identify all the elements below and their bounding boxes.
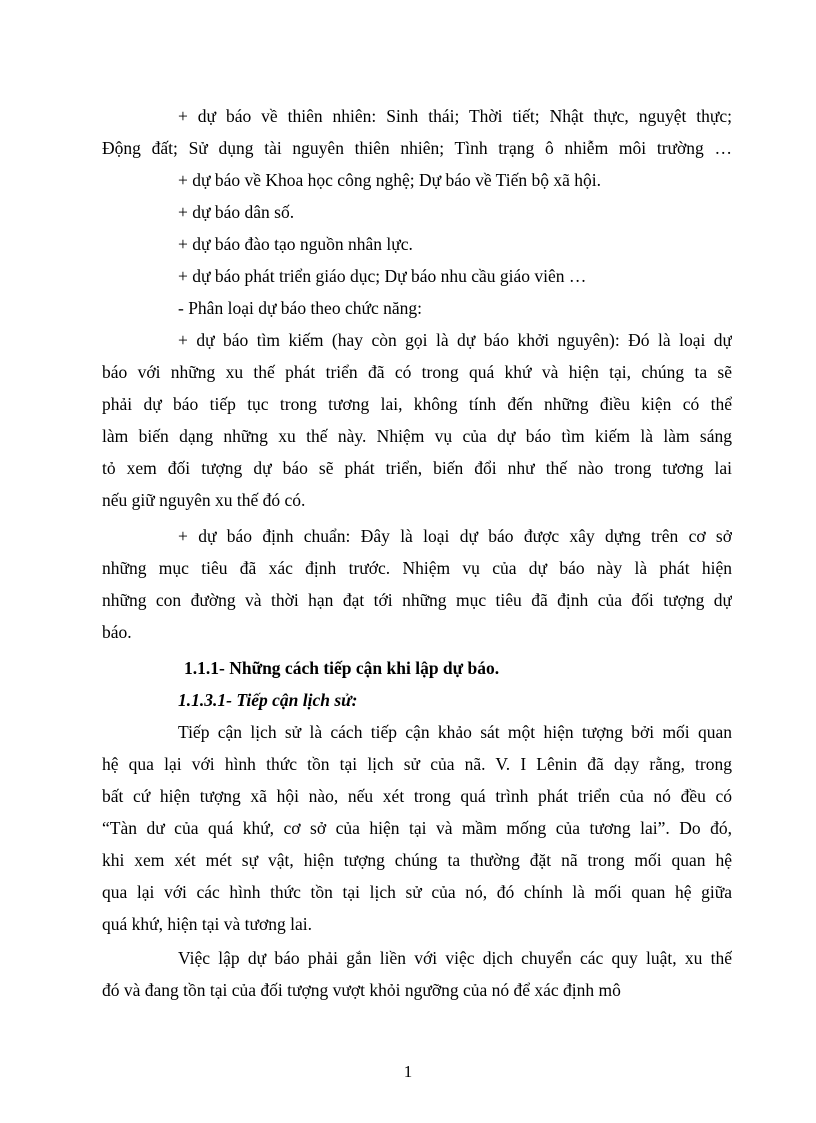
paragraph-line: + dự báo tìm kiếm (hay còn gọi là dự báo khởi nguyên): Đó là loại dự — [178, 330, 732, 350]
paragraph-line: Việc lập dự báo phải gắn liền với việc dịch chuyển các quy luật, xu thế — [178, 948, 732, 968]
paragraph-line: khi xem xét mét sự vật, hiện tượng chúng ta thường đặt nã trong mối quan hệ — [102, 850, 732, 870]
paragraph-line: tỏ xem đối tượng dự báo sẽ phát triển, biến đổi như thế nào trong tương lai — [102, 458, 732, 478]
paragraph-line: hệ qua lại với hình thức tồn tại lịch sử của nã. V. I Lênin đã dạy rằng, trong — [102, 754, 732, 774]
paragraph-line: Động đất; Sử dụng tài nguyên thiên nhiên; Tình trạng ô nhiễm môi trường … — [102, 138, 732, 158]
paragraph-line: + dự báo về thiên nhiên: Sinh thái; Thời tiết; Nhật thực, nguyệt thực; — [178, 106, 732, 126]
paragraph-line: + dự báo về Khoa học công nghệ; Dự báo về Tiến bộ xã hội. — [178, 170, 602, 190]
section-heading-number: 1.1.1- — [184, 658, 225, 678]
section-heading — [102, 652, 814, 684]
paragraph-line: + dự báo phát triển giáo dục; Dự báo nhu cầu giáo viên … — [178, 266, 587, 286]
paragraph-line: những con đường và thời hạn đạt tới những mục tiêu đã định của đối tượng dự — [102, 590, 732, 610]
paragraph-line: quá khứ, hiện tại và tương lai. — [102, 914, 312, 934]
paragraph-line: báo. — [102, 622, 132, 642]
paragraph-line: những mục tiêu đã xác định trước. Nhiệm vụ của dự báo này là phát hiện — [102, 558, 732, 578]
paragraph-line: nếu giữ nguyên xu thế đó có. — [102, 490, 306, 510]
subsection-heading: 1.1.3.1- Tiếp cận lịch sử: — [178, 690, 358, 710]
paragraph-line: làm biến dạng những xu thế này. Nhiệm vụ của dự báo tìm kiếm là làm sáng — [102, 426, 732, 446]
paragraph-line: + dự báo định chuẩn: Đây là loại dự báo được xây dựng trên cơ sở — [178, 526, 732, 546]
page-number: 1 — [403, 1062, 413, 1081]
paragraph-line: qua lại với các hình thức tồn tại lịch sử của nó, đó chính là mối quan hệ giữa — [102, 882, 732, 902]
paragraph-line: + dự báo đào tạo nguồn nhân lực. — [178, 234, 413, 254]
paragraph-line: đó và đang tồn tại của đối tượng vượt khỏi ngưỡng của nó để xác định mô — [102, 980, 621, 1000]
paragraph-line: + dự báo dân số. — [178, 202, 295, 222]
paragraph-line: báo với những xu thế phát triển đã có trong quá khứ và hiện tại, chúng ta sẽ — [102, 362, 732, 382]
section-heading-text: Những cách tiếp cận khi lập dự báo. — [229, 658, 500, 678]
paragraph-line: Tiếp cận lịch sử là cách tiếp cận khảo sát một hiện tượng bởi mối quan — [178, 722, 732, 742]
paragraph-line: “Tàn dư của quá khứ, cơ sở của hiện tại và mầm mống của tương lai”. Do đó, — [102, 818, 732, 838]
paragraph-line: bất cứ hiện tượng xã hội nào, nếu xét trong quá trình phát triển của nó đều có — [102, 786, 732, 806]
paragraph-line: phải dự báo tiếp tục trong tương lai, không tính đến những điều kiện có thể — [102, 394, 732, 414]
paragraph-line: - Phân loại dự báo theo chức năng: — [178, 298, 422, 318]
